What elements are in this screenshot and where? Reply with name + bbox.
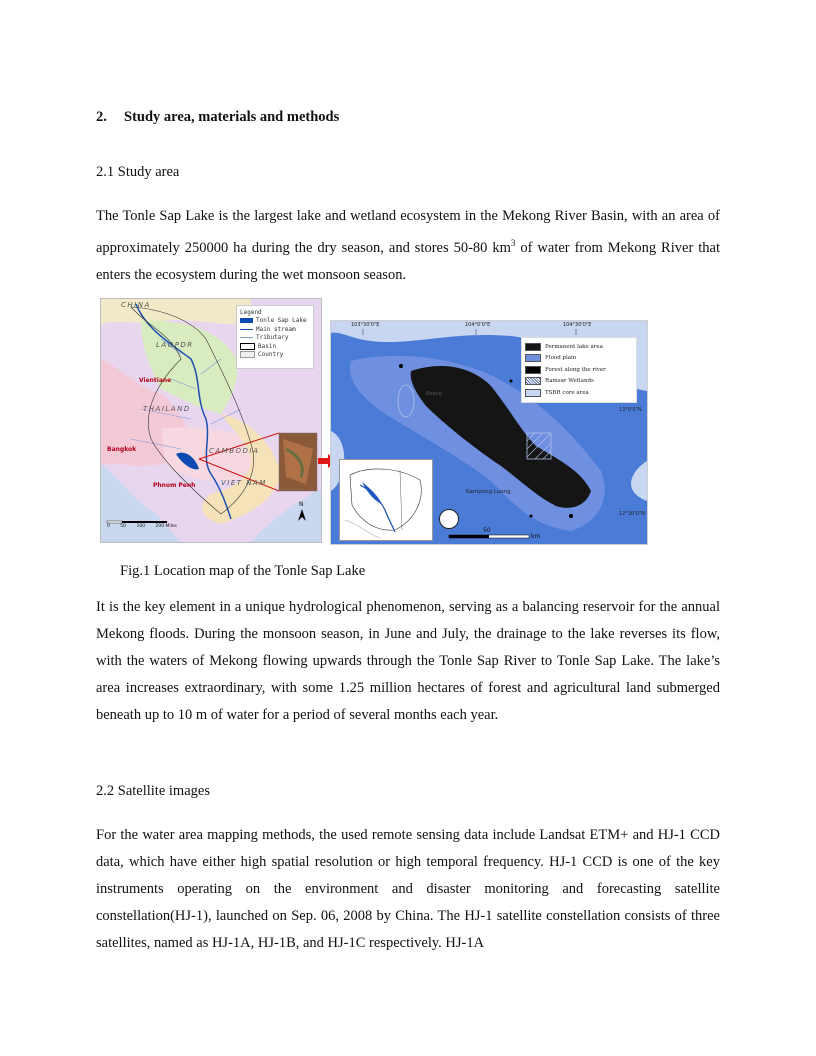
scale-value: 50 bbox=[483, 527, 491, 534]
legend-item bbox=[240, 342, 310, 351]
paragraph-text-continued: of water from Mekong River that enters the ecosystem during the wet monsoon season. bbox=[96, 239, 720, 283]
legend-swatch bbox=[525, 354, 541, 362]
legend-label: Tributary bbox=[256, 334, 289, 342]
coord-right: 12°30'0"N bbox=[619, 511, 645, 517]
legend-swatch bbox=[240, 343, 255, 350]
section-number: 2. bbox=[96, 109, 107, 125]
legend-label: Ramsar Wetlands bbox=[545, 378, 594, 385]
inset-overview-map bbox=[339, 459, 433, 541]
section-heading bbox=[96, 109, 339, 126]
legend-item bbox=[525, 387, 633, 399]
legend-item bbox=[525, 341, 633, 353]
legend-item bbox=[240, 351, 310, 360]
legend-swatch bbox=[240, 329, 253, 331]
legend-label: Permanent lake area bbox=[545, 343, 603, 350]
north-arrow-icon bbox=[439, 509, 459, 529]
legend-item bbox=[525, 364, 633, 376]
legend-label: Flood plain bbox=[545, 355, 577, 362]
subsection-heading-study-area: 2.1 Study area bbox=[96, 164, 180, 180]
legend-title: Legend bbox=[240, 308, 262, 316]
section-title: Study area, materials and methods bbox=[124, 109, 340, 125]
label-thailand: THAILAND bbox=[143, 405, 191, 413]
legend-label: Tonle Sap Lake bbox=[256, 317, 307, 325]
legend-swatch bbox=[525, 389, 541, 397]
legend-swatch bbox=[240, 337, 253, 338]
location-map-left bbox=[100, 298, 322, 543]
legend-label: Main stream bbox=[256, 325, 296, 333]
legend-item bbox=[240, 325, 310, 334]
lake-label: Boeng bbox=[426, 391, 442, 397]
city-bangkok: Bangkok bbox=[107, 446, 137, 453]
inset-map-graphic bbox=[340, 460, 432, 540]
tonle-sap-detail-map bbox=[330, 320, 648, 545]
superscript: 3 bbox=[510, 238, 516, 248]
lake-map-legend bbox=[521, 337, 637, 403]
coord-top: 104°0'0"E bbox=[465, 322, 491, 328]
coord-top: 103°30'0"E bbox=[351, 322, 380, 328]
legend-swatch bbox=[525, 377, 541, 385]
label-laopdr: LAOPDR bbox=[156, 341, 194, 349]
figure-caption: Fig.1 Location map of the Tonle Sap Lake bbox=[120, 563, 366, 579]
scale-bar-labels bbox=[107, 524, 177, 529]
legend-label: Forest along the river bbox=[545, 366, 606, 373]
label-china: CHINA bbox=[121, 301, 151, 309]
subsection-heading-satellite-images: 2.2 Satellite images bbox=[96, 783, 210, 799]
scale-label: 200 Miles bbox=[155, 524, 177, 529]
city-phnom-penh: Phnom Penh bbox=[153, 482, 196, 489]
label-vietnam: VIET NAM bbox=[221, 479, 267, 487]
coord-top: 104°30'0"E bbox=[563, 322, 592, 328]
north-label: N bbox=[299, 501, 304, 508]
legend-swatch bbox=[525, 366, 541, 374]
legend-item bbox=[240, 334, 310, 343]
legend-label: Country bbox=[258, 351, 284, 359]
coord-right: 13°0'0"N bbox=[619, 407, 642, 413]
legend-swatch bbox=[240, 351, 255, 358]
legend-label: TSBR core area bbox=[545, 389, 589, 396]
legend-swatch bbox=[240, 318, 253, 323]
legend-item bbox=[525, 376, 633, 388]
basin-map-legend bbox=[236, 305, 314, 369]
paragraph-study-area bbox=[96, 203, 720, 289]
paragraph-text: The Tonle Sap Lake is the largest lake and wetland ecosystem in the Mekong River Basin, with an area of approximately 250000 ha during the dry season, and stores 50-80 km bbox=[96, 208, 720, 256]
paragraph-hydrology: It is the key element in a unique hydrological phenomenon, serving as a balancing reservoir for the annual Mekong floods. During the monsoon season, in June and July, the drainage to the lake reverses its flow, with the waters of Mekong flowing upwards through the Tonle Sap River to Tonle Sap Lake. The lake’s area increases extraordinary, with some 1.25 million hectares of forest and agricultural land submerged beneath up to 10 m of water for a period of several months each year. bbox=[96, 599, 720, 723]
place-kampong-luong: Kampong Luong bbox=[466, 489, 511, 495]
paragraph-satellite-images: For the water area mapping methods, the used remote sensing data include Landsat ETM+ and HJ-1 CCD data, which have either high spatial resolution or high temporal frequency. HJ-1 CCD is one of the key instruments operating on the environment and disaster monitoring and forecasting satellite constellation(HJ-1), launched on Sep. 06, 2008 by China. The HJ-1 satellite constellation consists of three satellites, named as HJ-1A, HJ-1B, and HJ-1C respectively. HJ-1A bbox=[96, 827, 720, 951]
city-vientiane: Vientiane bbox=[139, 377, 172, 384]
legend-item bbox=[240, 317, 310, 326]
legend-swatch bbox=[525, 343, 541, 351]
scale-label: 100 bbox=[136, 524, 146, 529]
scale-label: 50 bbox=[120, 524, 127, 529]
legend-item bbox=[525, 353, 633, 365]
scale-label: 0 bbox=[107, 524, 110, 529]
label-cambodia: CAMBODIA bbox=[209, 447, 260, 455]
legend-label: Basin bbox=[258, 342, 277, 350]
scale-unit: km bbox=[531, 533, 541, 540]
